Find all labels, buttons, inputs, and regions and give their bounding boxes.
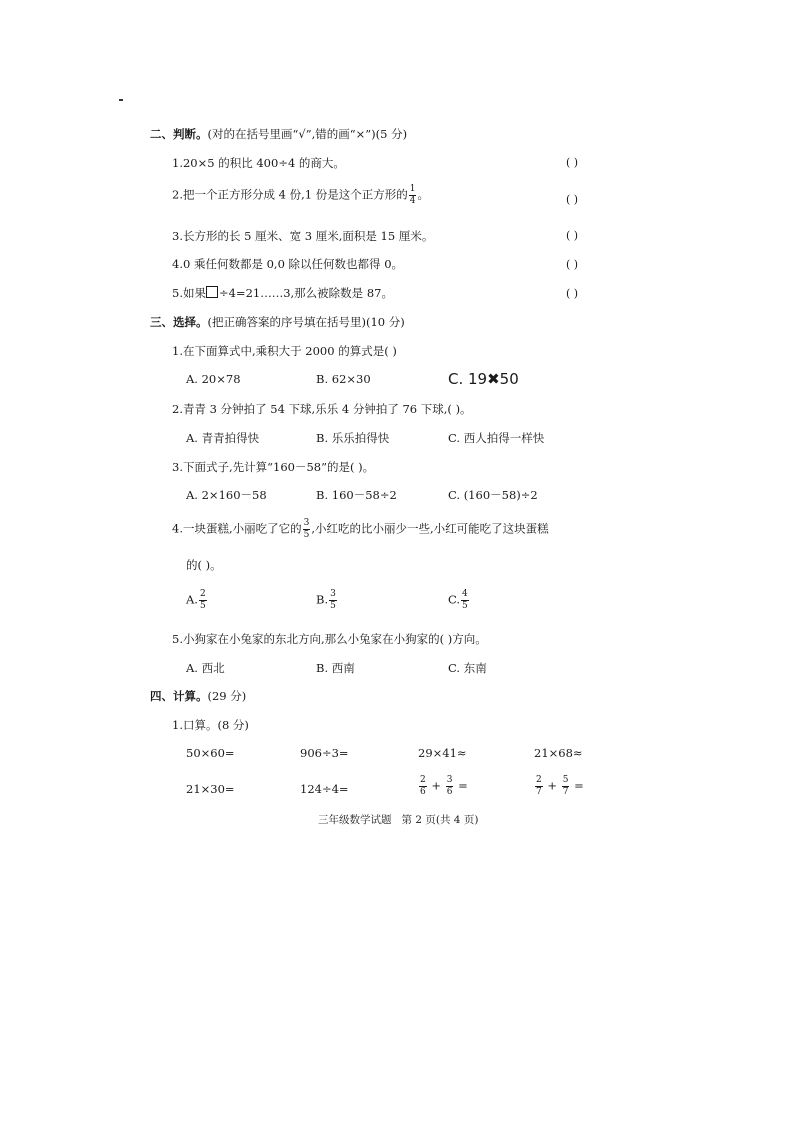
fraction-numerator: 3 [446, 775, 453, 785]
calc-row1-item-2[interactable]: 906÷3= [300, 746, 349, 760]
fraction-numerator: 2 [420, 775, 426, 785]
judge-answer-paren-5[interactable]: ( ) [566, 287, 579, 300]
fraction-denominator: 5 [462, 601, 468, 611]
choice-q3-option-c[interactable]: C. (160－58)÷2 [448, 488, 538, 502]
fraction-denominator: 7 [562, 787, 569, 797]
choice-q5-option-a[interactable]: A. 西北 [186, 661, 225, 675]
choice-q3-option-b[interactable]: B. 160－58÷2 [316, 488, 397, 502]
fraction-numerator: 2 [536, 775, 542, 785]
calc-row2-item-2[interactable]: 124÷4= [300, 782, 349, 796]
fraction-numerator: 3 [330, 589, 336, 599]
section-4-note: (29 分) [207, 689, 247, 703]
fraction-numerator: 5 [562, 775, 569, 785]
judge-item-5 [172, 285, 393, 301]
calc-row2-item-4[interactable] [534, 776, 584, 797]
calc-sub1-title: 1.口算。(8 分) [172, 718, 249, 732]
fraction-numerator: 3 [303, 518, 310, 528]
judge-answer-paren-4[interactable]: ( ) [566, 258, 579, 271]
choice-q4-line2: 的( )。 [186, 558, 222, 572]
choice-q4-option-b[interactable] [316, 590, 338, 611]
fraction-numerator: 4 [462, 589, 468, 599]
choice-q5-option-c[interactable]: C. 东南 [448, 661, 487, 675]
option-label: A. [186, 592, 198, 607]
section-4-heading [150, 688, 246, 704]
judge-item-2-end: 。 [417, 187, 429, 202]
judge-item-3 [172, 228, 433, 244]
judge-answer-paren-3[interactable]: ( ) [566, 229, 579, 242]
fraction [562, 776, 570, 797]
choice-q4-option-c[interactable] [448, 590, 470, 611]
choice-q5-option-b[interactable]: B. 西南 [316, 661, 355, 675]
judge-item-5-prefix: 5.如果 [172, 286, 206, 300]
judge-answer-paren-1[interactable]: ( ) [566, 156, 579, 169]
choice-q3-option-a[interactable]: A. 2×160－58 [186, 488, 267, 502]
judge-item-5-text: ÷4=21……3,那么被除数是 87。 [218, 286, 393, 300]
fraction [446, 776, 454, 797]
choice-q4-option-a[interactable] [186, 590, 208, 611]
fraction-denominator: 6 [420, 787, 426, 797]
judge-item-2-text: 2.把一个正方形分成 4 份,1 份是这个正方形的 [172, 187, 408, 202]
judge-item-3-text: 3.长方形的长 5 厘米、宽 3 厘米,面积是 15 厘米。 [172, 229, 434, 243]
fraction-denominator: 7 [536, 787, 542, 797]
calc-row2-item-1[interactable]: 21×30= [186, 782, 235, 796]
plus-sign: + [547, 778, 558, 793]
fraction [303, 519, 311, 540]
judge-answer-paren-2[interactable]: ( ) [566, 193, 579, 206]
fraction-denominator: 5 [199, 601, 206, 611]
equals-sign: = [458, 778, 468, 793]
fraction [409, 185, 417, 206]
section-3-heading [150, 314, 405, 330]
choice-q2-option-a[interactable]: A. 青青拍得快 [186, 431, 260, 445]
option-label: C. [448, 592, 461, 607]
section-2-heading [150, 126, 407, 142]
fraction-denominator: 5 [330, 601, 336, 611]
calc-row1-item-3[interactable]: 29×41≈ [418, 746, 467, 760]
choice-q4-text-start: 4.一块蛋糕,小丽吃了它的 [172, 521, 302, 536]
choice-q2-option-b[interactable]: B. 乐乐拍得快 [316, 431, 390, 445]
fraction-numerator: 2 [199, 589, 206, 599]
section-4-title: 四、计算。 [150, 689, 208, 703]
choice-q5: 5.小狗家在小兔家的东北方向,那么小兔家在小狗家的( )方向。 [172, 632, 487, 646]
scan-mark [119, 99, 123, 101]
option-label: B. [316, 592, 329, 607]
calc-row1-item-4[interactable]: 21×68≈ [534, 746, 583, 760]
choice-q2: 2.青青 3 分钟拍了 54 下球,乐乐 4 分钟拍了 76 下球,( )。 [172, 402, 472, 416]
fraction-numerator: 1 [409, 184, 416, 194]
judge-item-2 [172, 185, 429, 206]
choice-q1: 1.在下面算式中,乘积大于 2000 的算式是( ) [172, 344, 397, 358]
choice-q2-option-c[interactable]: C. 西人拍得一样快 [448, 431, 545, 445]
blank-square-icon [206, 286, 218, 298]
choice-q1-option-a[interactable]: A. 20×78 [186, 372, 241, 386]
fraction [329, 590, 337, 611]
choice-q1-option-b[interactable]: B. 62×30 [316, 372, 371, 386]
calc-row1-item-1[interactable]: 50×60= [186, 746, 235, 760]
section-3-note: (把正确答案的序号填在括号里)(10 分) [207, 315, 405, 329]
choice-q1-option-c[interactable]: C. 19✖50 [448, 370, 519, 388]
plus-sign: + [431, 778, 442, 793]
fraction [199, 590, 207, 611]
choice-q4-text-end: ,小红吃的比小丽少一些,小红可能吃了这块蛋糕 [311, 521, 549, 536]
fraction [535, 776, 543, 797]
judge-item-4-text: 4.0 乘任何数都是 0,0 除以任何数也都得 0。 [172, 257, 404, 271]
section-2-note: (对的在括号里画“√”,错的画“×”)(5 分) [207, 127, 408, 141]
equals-sign: = [574, 778, 584, 793]
judge-item-1 [172, 155, 345, 171]
choice-q4 [172, 519, 549, 540]
section-3-title: 三、选择。 [150, 315, 208, 329]
calc-row2-item-3[interactable] [418, 776, 468, 797]
section-2-title: 二、判断。 [150, 127, 208, 141]
judge-item-1-text: 1.20×5 的积比 400÷4 的商大。 [172, 156, 345, 170]
fraction [461, 590, 469, 611]
fraction [419, 776, 427, 797]
page-footer: 三年级数学试题 第 2 页(共 4 页) [318, 814, 479, 826]
fraction-denominator: 4 [409, 196, 416, 206]
judge-item-4 [172, 256, 403, 272]
fraction-denominator: 6 [446, 787, 453, 797]
fraction-denominator: 5 [303, 530, 310, 540]
choice-q3: 3.下面式子,先计算“160－58”的是( )。 [172, 460, 375, 474]
